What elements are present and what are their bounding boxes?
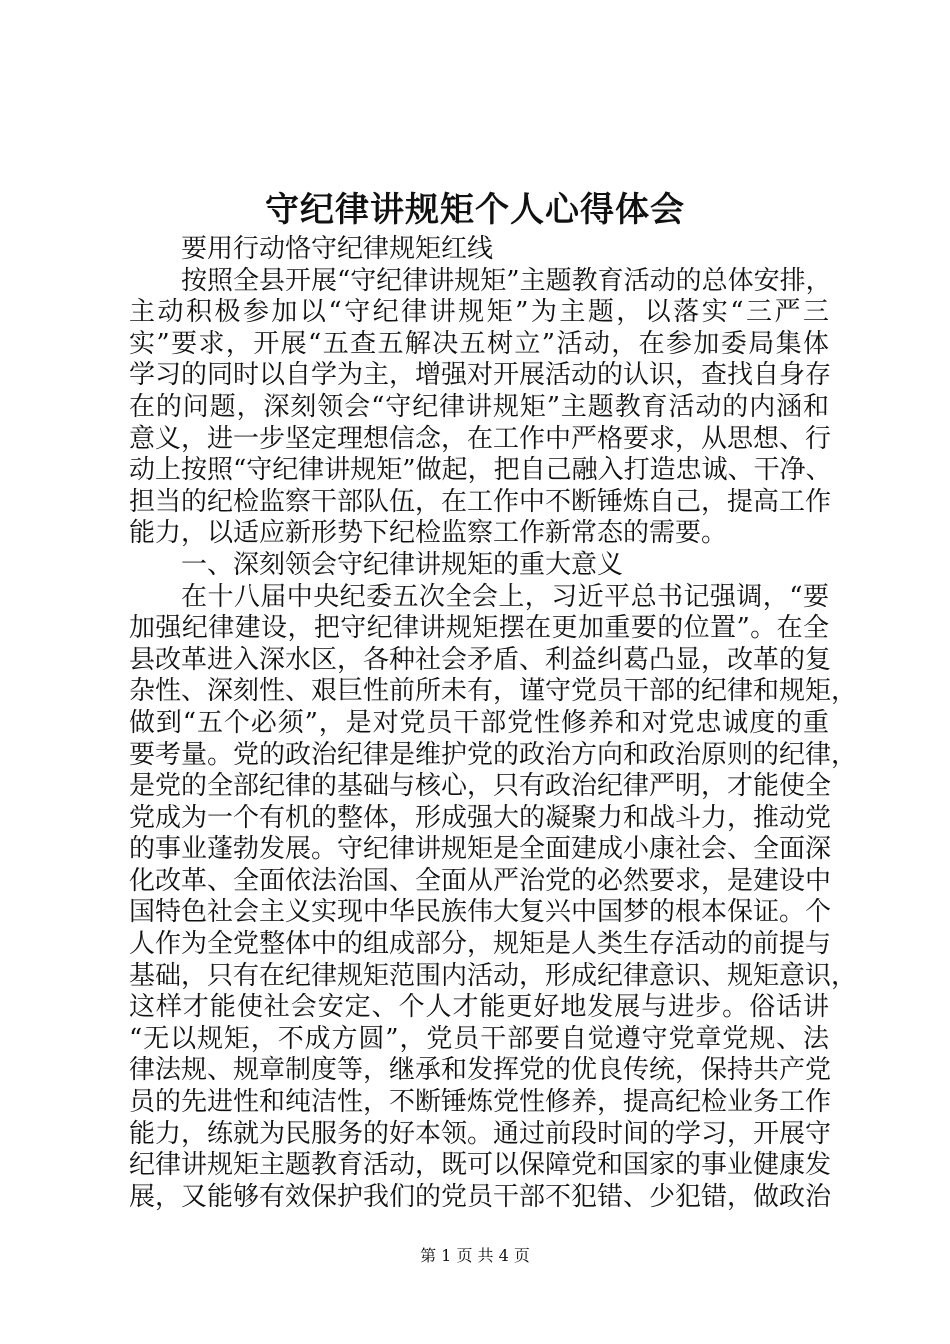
text-line: 要用行动恪守纪律规矩红线 [181,234,494,264]
text-line: 能力，以适应新形势下纪检监察工作新常态的需要。 [129,518,728,549]
text-line: 县改革进入深水区，各种社会矛盾、利益纠葛凸显，改革的复 [129,644,832,675]
text-line: 意义，进一步坚定理想信念，在工作中严格要求，从思想、行 [129,423,832,454]
text-line: 主动积极参加以“守纪律讲规矩”为主题，以落实“三严三 [129,297,829,328]
text-line: 党成为一个有机的整体，形成强大的凝聚力和战斗力，推动党 [129,802,832,833]
text-line: 动上按照“守纪律讲规矩”做起，把自己融入打造忠诚、干净、 [129,455,832,486]
text-line: 做到“五个必须”，是对党员干部党性修养和对党忠诚度的重 [129,707,829,738]
text-line: 杂性、深刻性、艰巨性前所未有，谨守党员干部的纪律和规矩， [129,676,858,707]
text-line: 国特色社会主义实现中华民族伟大复兴中国梦的根本保证。个 [129,897,832,928]
page-footer: 第 1 页 共 4 页 [420,1246,530,1265]
text-line: 化改革、全面依法治国、全面从严治党的必然要求，是建设中 [129,865,832,896]
text-line: 一、深刻领会守纪律讲规矩的重大意义 [181,549,624,580]
text-line: 要考量。党的政治纪律是维护党的政治方向和政治原则的纪律， [129,739,858,770]
text-line: “无以规矩，不成方圆”，党员干部要自觉遵守党章党规、法 [129,1023,829,1054]
text-line: 律法规、规章制度等，继承和发挥党的优良传统，保持共产党 [129,1055,832,1086]
text-line: 能力，练就为民服务的好本领。通过前段时间的学习，开展守 [129,1118,832,1149]
text-line: 加强纪律建设，把守纪律讲规矩摆在更加重要的位置”。在全 [129,613,829,644]
text-line: 在的问题，深刻领会“守纪律讲规矩”主题教育活动的内涵和 [129,391,829,422]
text-line: 担当的纪检监察干部队伍，在工作中不断锤炼自己，提高工作 [129,486,832,517]
text-line: 的事业蓬勃发展。守纪律讲规矩是全面建成小康社会、全面深 [129,834,832,865]
text-line: 学习的同时以自学为主，增强对开展活动的认识，查找自身存 [129,360,832,391]
text-line: 基础，只有在纪律规矩范围内活动，形成纪律意识、规矩意识， [129,960,858,991]
text-line: 是党的全部纪律的基础与核心，只有政治纪律严明，才能使全 [129,771,832,802]
document-title: 守纪律讲规矩个人心得体会 [265,190,685,230]
text-line: 纪律讲规矩主题教育活动，既可以保障党和国家的事业健康发 [129,1150,832,1181]
text-line: 在十八届中央纪委五次全会上，习近平总书记强调，“要 [181,581,829,612]
text-line: 员的先进性和纯洁性，不断锤炼党性修养，提高纪检业务工作 [129,1087,832,1118]
text-line: 这样才能使社会安定、个人才能更好地发展与进步。俗话讲 [129,992,829,1023]
text-line: 按照全县开展“守纪律讲规矩”主题教育活动的总体安排， [181,265,832,296]
text-line: 人作为全党整体中的组成部分，规矩是人类生存活动的前提与 [129,929,832,960]
text-line: 实”要求，开展“五查五解决五树立”活动，在参加委局集体 [129,328,829,359]
document-body [129,234,858,1213]
text-line: 展，又能够有效保护我们的党员干部不犯错、少犯错，做政治 [129,1181,832,1212]
